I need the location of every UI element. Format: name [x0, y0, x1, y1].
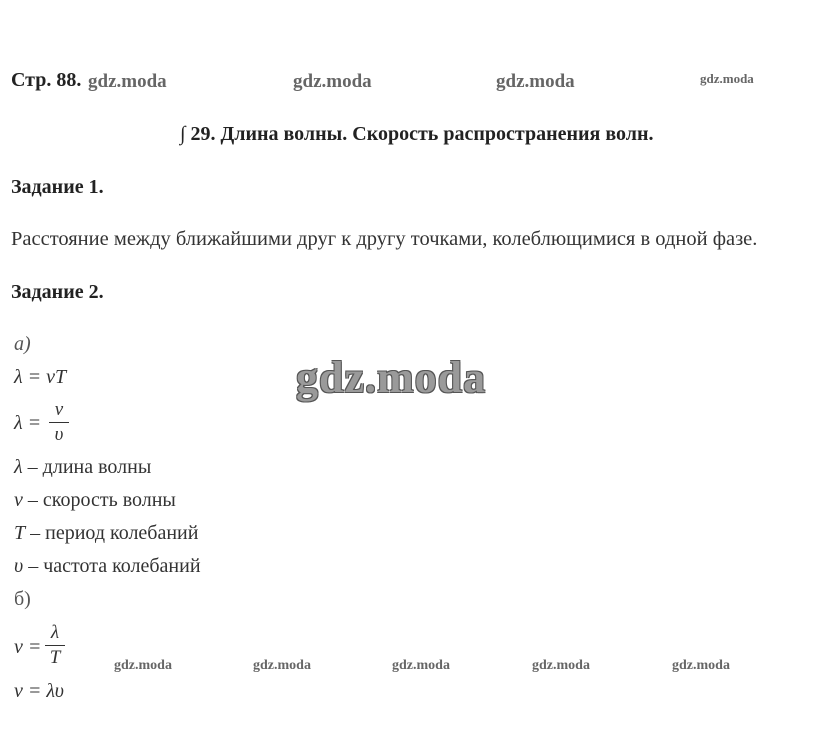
- definition-symbol: v: [14, 489, 23, 511]
- section-title: ∫ 29. Длина волны. Скорость распространения волн.: [180, 123, 654, 145]
- part-a-label: a): [14, 333, 31, 355]
- watermark-top-3: gdz.moda: [496, 71, 575, 92]
- frac-bar: [49, 422, 69, 423]
- formula-lambda-vt: λ = vT: [14, 366, 67, 388]
- frac-denominator: T: [49, 647, 61, 668]
- frac-numerator: λ: [50, 622, 60, 643]
- formula-lambda-frac-lhs: λ =: [14, 412, 42, 434]
- definition-symbol: T: [14, 522, 26, 544]
- formula-v-lambda-upsilon: v = λυ: [14, 680, 64, 702]
- watermark-bottom-3: gdz.moda: [392, 658, 450, 673]
- watermark-top-4: gdz.moda: [700, 71, 754, 86]
- definition-upsilon: [14, 555, 201, 578]
- watermark-bottom-4: gdz.moda: [532, 658, 590, 673]
- definition-v: [14, 489, 176, 512]
- definition-text: – период колебаний: [25, 522, 199, 544]
- watermark-bottom-1: gdz.moda: [114, 658, 172, 673]
- frac-bar: [45, 645, 65, 646]
- definition-symbol: λ: [14, 456, 23, 478]
- frac-numerator: v: [54, 399, 64, 420]
- page-label: Стр. 88.: [11, 69, 82, 91]
- watermark-top-1: gdz.moda: [88, 71, 167, 92]
- formula-v-frac: [45, 623, 65, 668]
- definition-text: – длина волны: [22, 456, 152, 478]
- part-b-label: б): [14, 588, 31, 610]
- task1-heading: Задание 1.: [11, 176, 104, 198]
- formula-v-frac-lhs: v =: [14, 636, 42, 658]
- watermark-bottom-5: gdz.moda: [672, 658, 730, 673]
- definition-symbol: υ: [14, 555, 24, 577]
- watermark-bottom-2: gdz.moda: [253, 658, 311, 673]
- definition-t: [14, 522, 198, 545]
- task2-heading: Задание 2.: [11, 281, 104, 303]
- formula-lambda-frac: [49, 400, 69, 445]
- definition-text: – частота колебаний: [23, 555, 201, 577]
- frac-denominator: υ: [54, 424, 64, 445]
- watermark-top-2: gdz.moda: [293, 71, 372, 92]
- task1-answer: Расстояние между ближайшими друг к другу точками, колеблющимися в одной фазе.: [11, 228, 758, 250]
- definition-lambda: [14, 456, 151, 479]
- watermark-center: gdz.moda: [296, 353, 487, 402]
- definition-text: – скорость волны: [22, 489, 176, 511]
